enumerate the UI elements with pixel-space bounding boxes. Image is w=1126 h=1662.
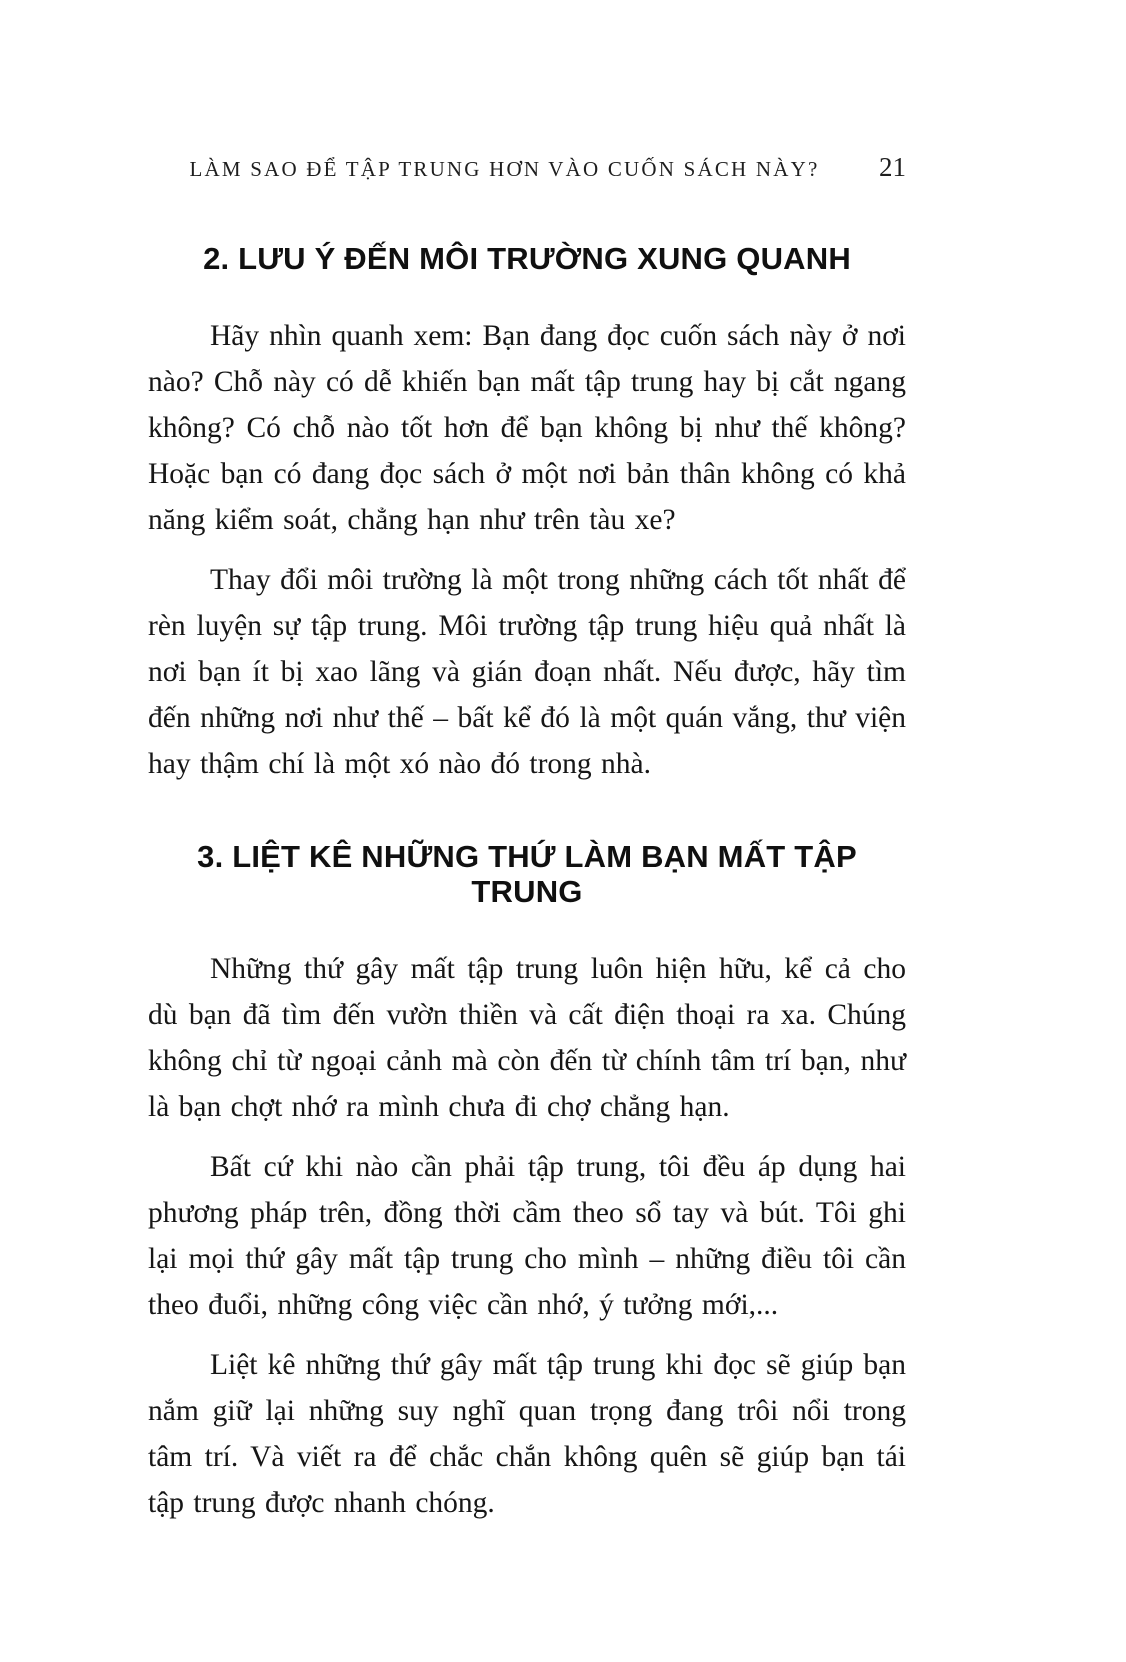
paragraph: Bất cứ khi nào cần phải tập trung, tôi đều áp dụng hai phương pháp trên, đồng thời cầm theo sổ tay và bút. Tôi ghi lại mọi thứ gây mất tập trung cho mình – những điều tôi cần theo đuổi, những công việc cần nhớ, ý tưởng mới,...	[148, 1150, 906, 1321]
page-number: 21	[879, 152, 906, 182]
paragraph: Những thứ gây mất tập trung luôn hiện hữu, kể cả cho dù bạn đã tìm đến vườn thiền và cất điện thoại ra xa. Chúng không chỉ từ ngoại cảnh mà còn đến từ chính tâm trí bạn, như là bạn chợt nhớ ra mình chưa đi chợ chẳng hạn.	[148, 952, 906, 1123]
paragraph: Liệt kê những thứ gây mất tập trung khi đọc sẽ giúp bạn nắm giữ lại những suy nghĩ quan trọng đang trôi nổi trong tâm trí. Và viết ra để chắc chắn không quên sẽ giúp bạn tái tập trung được nhanh chóng.	[148, 1348, 906, 1519]
running-header	[148, 152, 906, 183]
text-block	[148, 0, 906, 1540]
running-header-title: LÀM SAO ĐỂ TẬP TRUNG HƠN VÀO CUỐN SÁCH NÀY?	[189, 157, 820, 181]
paragraph: Thay đổi môi trường là một trong những cách tốt nhất để rèn luyện sự tập trung. Môi trường tập trung hiệu quả nhất là nơi bạn ít bị xao lãng và gián đoạn nhất. Nếu được, hãy tìm đến những nơi như thế – bất kể đó là một quán vắng, thư viện hay thậm chí là một xó nào đó trong nhà.	[148, 563, 906, 780]
section-heading-3: 3. LIỆT KÊ NHỮNG THỨ LÀM BẠN MẤT TẬP TRUNG	[197, 838, 857, 910]
paragraph: Hãy nhìn quanh xem: Bạn đang đọc cuốn sách này ở nơi nào? Chỗ này có dễ khiến bạn mất tập trung hay bị cắt ngang không? Có chỗ nào tốt hơn để bạn không bị như thế không? Hoặc bạn có đang đọc sách ở một nơi bản thân không có khả năng kiểm soát, chẳng hạn như trên tàu xe?	[148, 319, 906, 536]
section-heading-2: 2. LƯU Ý ĐẾN MÔI TRƯỜNG XUNG QUANH	[203, 241, 851, 276]
